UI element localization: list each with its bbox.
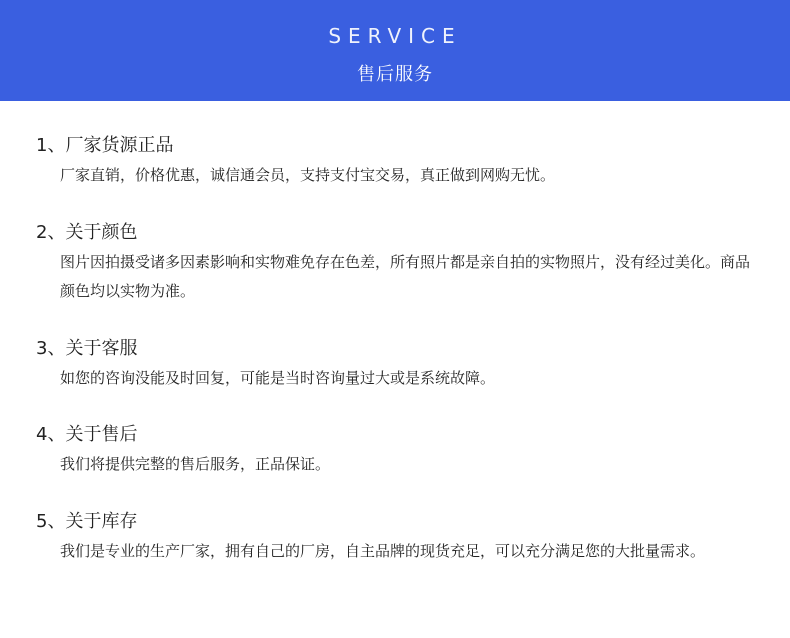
item-text: 我们是专业的生产厂家，拥有自己的厂房，自主品牌的现货充足，可以充分满足您的大批量需求。 bbox=[60, 542, 706, 560]
banner-title-cn: 售后服务 bbox=[357, 64, 433, 85]
item-heading: 5、关于库存 bbox=[36, 511, 138, 532]
service-item-after-sales bbox=[36, 423, 760, 479]
item-text: 如您的咨询没能及时回复，可能是当时咨询量过大或是系统故障。 bbox=[60, 369, 496, 387]
service-item-inventory bbox=[36, 510, 760, 566]
item-heading: 4、关于售后 bbox=[36, 424, 138, 445]
item-heading: 1、厂家货源正品 bbox=[36, 135, 174, 156]
item-heading: 3、关于客服 bbox=[36, 338, 138, 359]
service-item-genuine bbox=[36, 134, 760, 190]
service-item-color bbox=[36, 221, 760, 306]
item-text: 图片因拍摄受诸多因素影响和实物难免存在色差，所有照片都是亲自拍的实物照片，没有经过美化。商品颜色均以实物为准。 bbox=[60, 253, 751, 300]
item-text: 厂家直销，价格优惠，诚信通会员，支持支付宝交易，真正做到网购无忧。 bbox=[60, 166, 556, 184]
item-text: 我们将提供完整的售后服务，正品保证。 bbox=[60, 455, 331, 473]
service-banner bbox=[0, 0, 790, 101]
banner-title-en: SERVICE bbox=[328, 24, 462, 48]
service-item-customer-service bbox=[36, 337, 760, 393]
item-heading: 2、关于颜色 bbox=[36, 222, 138, 243]
